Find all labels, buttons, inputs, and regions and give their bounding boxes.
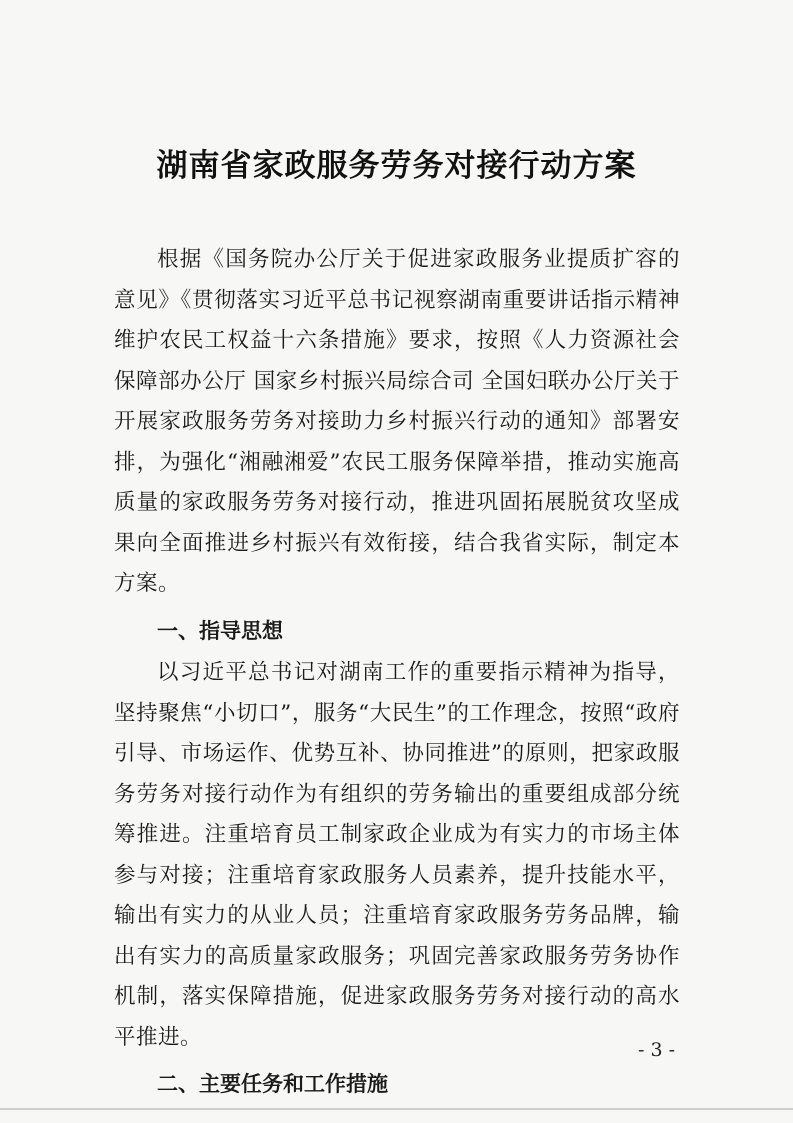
intro-paragraph: 根据《国务院办公厅关于促进家政服务业提质扩容的意见》《贯彻落实习近平总书记视察湖南重要讲话指示精神维护农民工权益十六条措施》要求，按照《人力资源社会保障部办公厅 国家乡村振兴局综合司 全国妇联办公厅关于开展家政服务劳务对接助力乡村振兴行动的通知》部署安排，为强化“湘融湘爱”农民工服务保障举措，推动实施高质量的家政服务劳务对接行动，推进巩固拓展脱贫攻坚成果向全面推进乡村振兴有效衔接，结合我省实际，制定本方案。	[114, 247, 680, 596]
page-number: - 3 -	[637, 1039, 675, 1061]
guiding-thought-paragraph: 以习近平总书记对湖南工作的重要指示精神为指导，坚持聚焦“小切口”，服务“大民生”的工作理念，按照“政府引导、市场运作、优势互补、协同推进”的原则，把家政服务劳务对接行动作为有组织的劳务输出的重要组成部分统筹推进。注重培育员工制家政企业成为有实力的市场主体参与对接；注重培育家政服务人员素养，提升技能水平，输出有实力的从业人员；注重培育家政服务劳务品牌，输出有实力的高质量家政服务；巩固完善家政服务劳务协作机制，落实保障措施，促进家政服务劳务对接行动的高水平推进。	[114, 660, 680, 1050]
section-heading-main-tasks: 二、主要任务和工作措施	[157, 1072, 388, 1096]
document-title: 湖南省家政服务劳务对接行动方案	[156, 148, 637, 184]
document-body	[114, 240, 680, 1105]
scan-edge-divider	[0, 1108, 793, 1110]
section-heading-guiding-thought: 一、指导思想	[157, 618, 283, 643]
